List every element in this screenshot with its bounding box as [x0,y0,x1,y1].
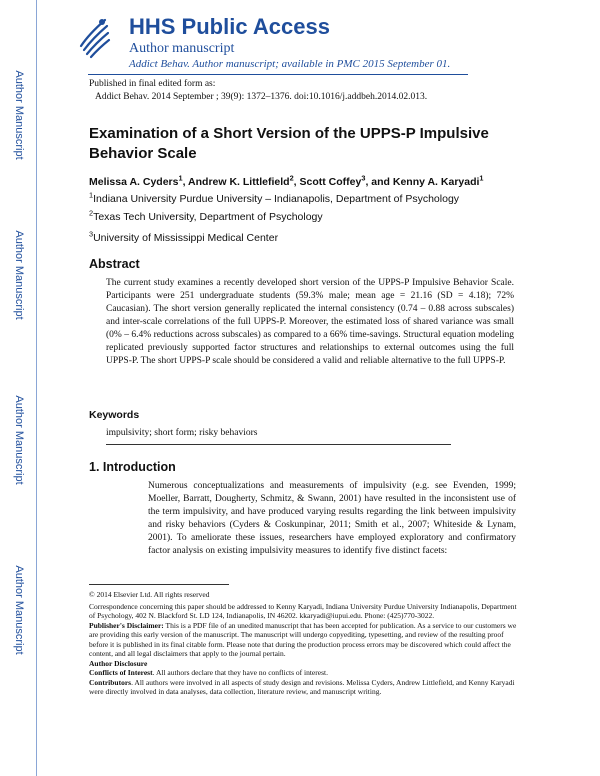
disclaimer-text: This is a PDF file of an unedited manuscript that has been accepted for publication. As a service to our customers we are providing this early version of the manuscript. The manuscript will undergo copyediting, typesetting, and review of the resulting proof before it is published in its final citable form. Please note that during the production process errors may be discovered which could affect the content, and all legal disclaimers that apply to the journal pertain. [89,620,517,658]
abstract-text: The current study examines a recently developed short version of the UPPS-P Impulsive Behavior Scale. Participants were 251 undergraduate students (59.3% male; mean age = 21.16 (SD = 4.18); 72% Caucasian). The short version generally replicated the internal consistency (0.74 – 0.88 across subscales) and inter-scale correlations of the full UPPS-P. Moreover, the estimated loss of shared variance was small (0% – 6.4% reductions across subscales) as compared to a 66% time-savings. Structural equation modeling replicated previously supported factor structures and relationships to external outcomes using the full UPPS-P. The short UPPS-P scale should be considered a valid and reliable alternative to the full UPPS-P. [106,278,514,366]
footnotes [89,590,519,697]
contributors-label: Contributors [89,677,132,687]
author-disclosure-label: Author Disclosure [89,658,148,668]
conflicts-text: . All authors declare that they have no conflicts of interest. [152,668,328,677]
affiliation-sup: 2 [89,208,94,218]
header-rule [88,74,468,75]
article-title: Examination of a Short Version of the UPPS-P Impulsive Behavior Scale [89,125,489,162]
affiliation-text: Texas Tech University, Department of Psychology [93,211,323,223]
copyright-note: © 2014 Elsevier Ltd. All rights reserved [89,590,210,599]
footnote-rule [89,584,229,585]
author-sep: , [182,176,189,188]
keywords-text: impulsivity; short form; risky behaviors [106,428,258,438]
conflicts-note [89,668,519,678]
author-sup: 3 [361,173,366,183]
header-subtitle: Author manuscript [129,41,235,56]
affiliation-sup: 3 [89,229,94,239]
sidebar-label: Author Manuscript [13,395,25,485]
hhs-eagle-logo-icon [75,12,113,60]
affiliation [89,190,460,205]
author-sep: , and [365,176,393,188]
correspondence-note: Correspondence concerning this paper should be addressed to Kenny Karyadi, Indiana University Purdue University Indianapolis, Department of Psychology, 402 N. Blackford St. LD 124, Indianapolis, IN 46202. kkaryadi@iupui.edu. Phone: (425)770-3022. [89,601,517,620]
contributors-text: . All authors were involved in all aspects of study design and revisions. Melissa Cyders, Andrew Littlefield, and Kenny Karyadi were directly involved in data analyses, data collection, literature review, and manuscript writing. [89,677,515,696]
conflicts-label: Conflicts of Interest [89,668,153,677]
introduction-heading: 1. Introduction [89,460,176,474]
header-title: HHS Public Access [129,14,330,39]
author-name: Scott Coffey [299,176,362,188]
affiliation-text: Indiana University Purdue University – Indianapolis, Department of Psychology [93,193,460,205]
author-name: Andrew K. Littlefield [188,176,290,188]
author-name: Melissa A. Cyders [89,176,179,188]
sidebar-label: Author Manuscript [13,565,25,655]
sidebar-label: Author Manuscript [13,70,25,160]
affiliation-sup: 1 [89,190,94,200]
keywords-heading: Keywords [89,409,140,421]
author-sep: , [293,176,300,188]
contributors-note [89,678,519,697]
header-journal-line: Addict Behav. Author manuscript; available in PMC 2015 September 01. [129,58,451,70]
author-sup: 1 [479,173,484,183]
affiliation [89,229,279,244]
keywords-rule [106,444,451,445]
introduction-text: Numerous conceptualizations and measurements of impulsivity (e.g. see Evenden, 1999; Moeller, Barratt, Dougherty, Schmitz, & Swann, 2001) have resulted in the inconsistent use of the term impulsivity, and have produced varying results regarding the link between impulsivity and risky behaviors (Cyders & Coskunpinar, 2011; Smith et al., 2007; Whiteside & Lynam, 2001). To ameliorate these issues, researchers have employed exploratory and confirmatory factor analysis on existing impulsivity measures to identify five distinct facets: [148,481,516,556]
author-sup: 2 [289,173,294,183]
author-name: Kenny A. Karyadi [392,176,480,188]
abstract-heading: Abstract [89,257,140,271]
affiliation [89,208,323,223]
disclaimer-label: Publisher's Disclaimer: [89,620,164,630]
disclaimer-note [89,621,519,659]
sidebar-rule [36,0,37,776]
published-citation: Addict Behav. 2014 September ; 39(9): 1372–1376. doi:10.1016/j.addbeh.2014.02.013. [95,92,428,102]
published-label: Published in final edited form as: [89,79,216,89]
author-sup: 1 [178,173,183,183]
affiliation-text: University of Mississippi Medical Center [93,232,279,244]
sidebar-label: Author Manuscript [13,230,25,320]
author-list [89,173,484,188]
